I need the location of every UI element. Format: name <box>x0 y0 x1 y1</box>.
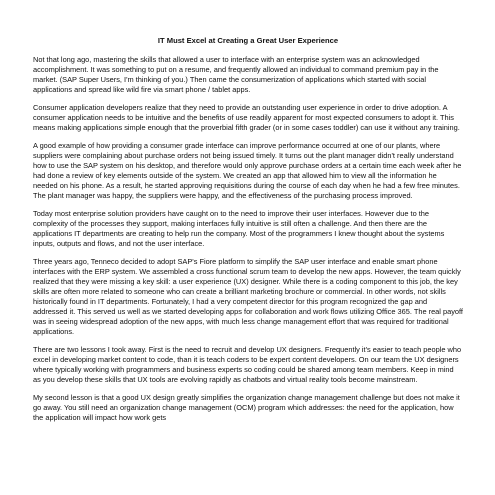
paragraph-4: Today most enterprise solution providers have caught on to the need to improve their user interfaces. However due to the complexity of the processes they support, making interfaces fully intuitive is still often a challenge. And then there are the applications IT departments are creating to help run the company. Most of the programmers I knew thought about the systems inputs, outputs and flows, and not the user interface. <box>33 208 445 248</box>
document-title: IT Must Excel at Creating a Great User Experience <box>157 36 339 45</box>
paragraph-3: A good example of how providing a consumer grade interface can improve performance occurred at one of our plants, where suppliers were complaining about purchase orders not being issued timely. It turns out the plant manager didn't really understand how to use the SAP system on his desktop, and therefore would only approve purchase orders at a certain time each week after he had done a review of key elements outside of the system. We created an app that allowed him to view all the information he needed on his phone. As a result, he started approving requisitions during the course of each day when he had a few free minutes. The plant manager was happy, the suppliers were happy, and the effectiveness of the purchasing process improved. <box>33 140 462 201</box>
paragraph-2: Consumer application developers realize that they need to provide an outstanding user experience in order to drive adoption. A consumer application needs to be intuitive and the benefits of use readily apparent for most expected consumers to adopt it. This means making applications simple enough that the proverbial fifth grader (or in some cases toddler) can use it without any training. <box>33 102 460 133</box>
paragraph-7: My second lesson is that a good UX design greatly simplifies the organization change management challenge but does not make it go away. You still need an organization change management (OCM) program which addresses: the need for the application, how the application will impact how work gets <box>33 392 460 422</box>
paragraph-5: Three years ago, Tenneco decided to adopt SAP's Fiore platform to simplify the SAP user interface and enable smart phone interfaces with the ERP system. We assembled a cross functional scrum team to develop the new apps. However, the team quickly realized that they were missing a key skill: a user experience (UX) designer. While there is a coding component to this job, the key skills are often more related to someone who can create a brilliant marketing brochure or commercial. In other words, not skills historically found in IT departments. Fortunately, I had a very competent director for this program recognized the gap and addressed it. This served us well as we started developing apps for collaboration and work flows utilizing Office 365. The real payoff was in seeing widespread adoption of the new apps, with much less change management effort that was required for traditional applications. <box>33 256 463 337</box>
paragraph-1: Not that long ago, mastering the skills that allowed a user to interface with an enterprise system was an acknowledged accomplishment. It was something to put on a resume, and frequently allowed an individual to command premium pay in the market. (SAP Super Users, I'm thinking of you.) Then came the consumerization of applications which started with social applications and spread like wild fire via smart phone / tablet apps. <box>33 55 439 95</box>
paragraph-6: There are two lessons I took away. First is the need to recruit and develop UX designers. Frequently it's easier to teach people who excel in developing market content to code, than it is teach coders to be expert content developers. On our team the UX designers where typically working with programmers and business experts so coding could be shared among team members. Keep in mind as you develop these skills that UX tools are evolving rapidly as chatbots and virtual reality tools become mainstream. <box>33 344 462 385</box>
